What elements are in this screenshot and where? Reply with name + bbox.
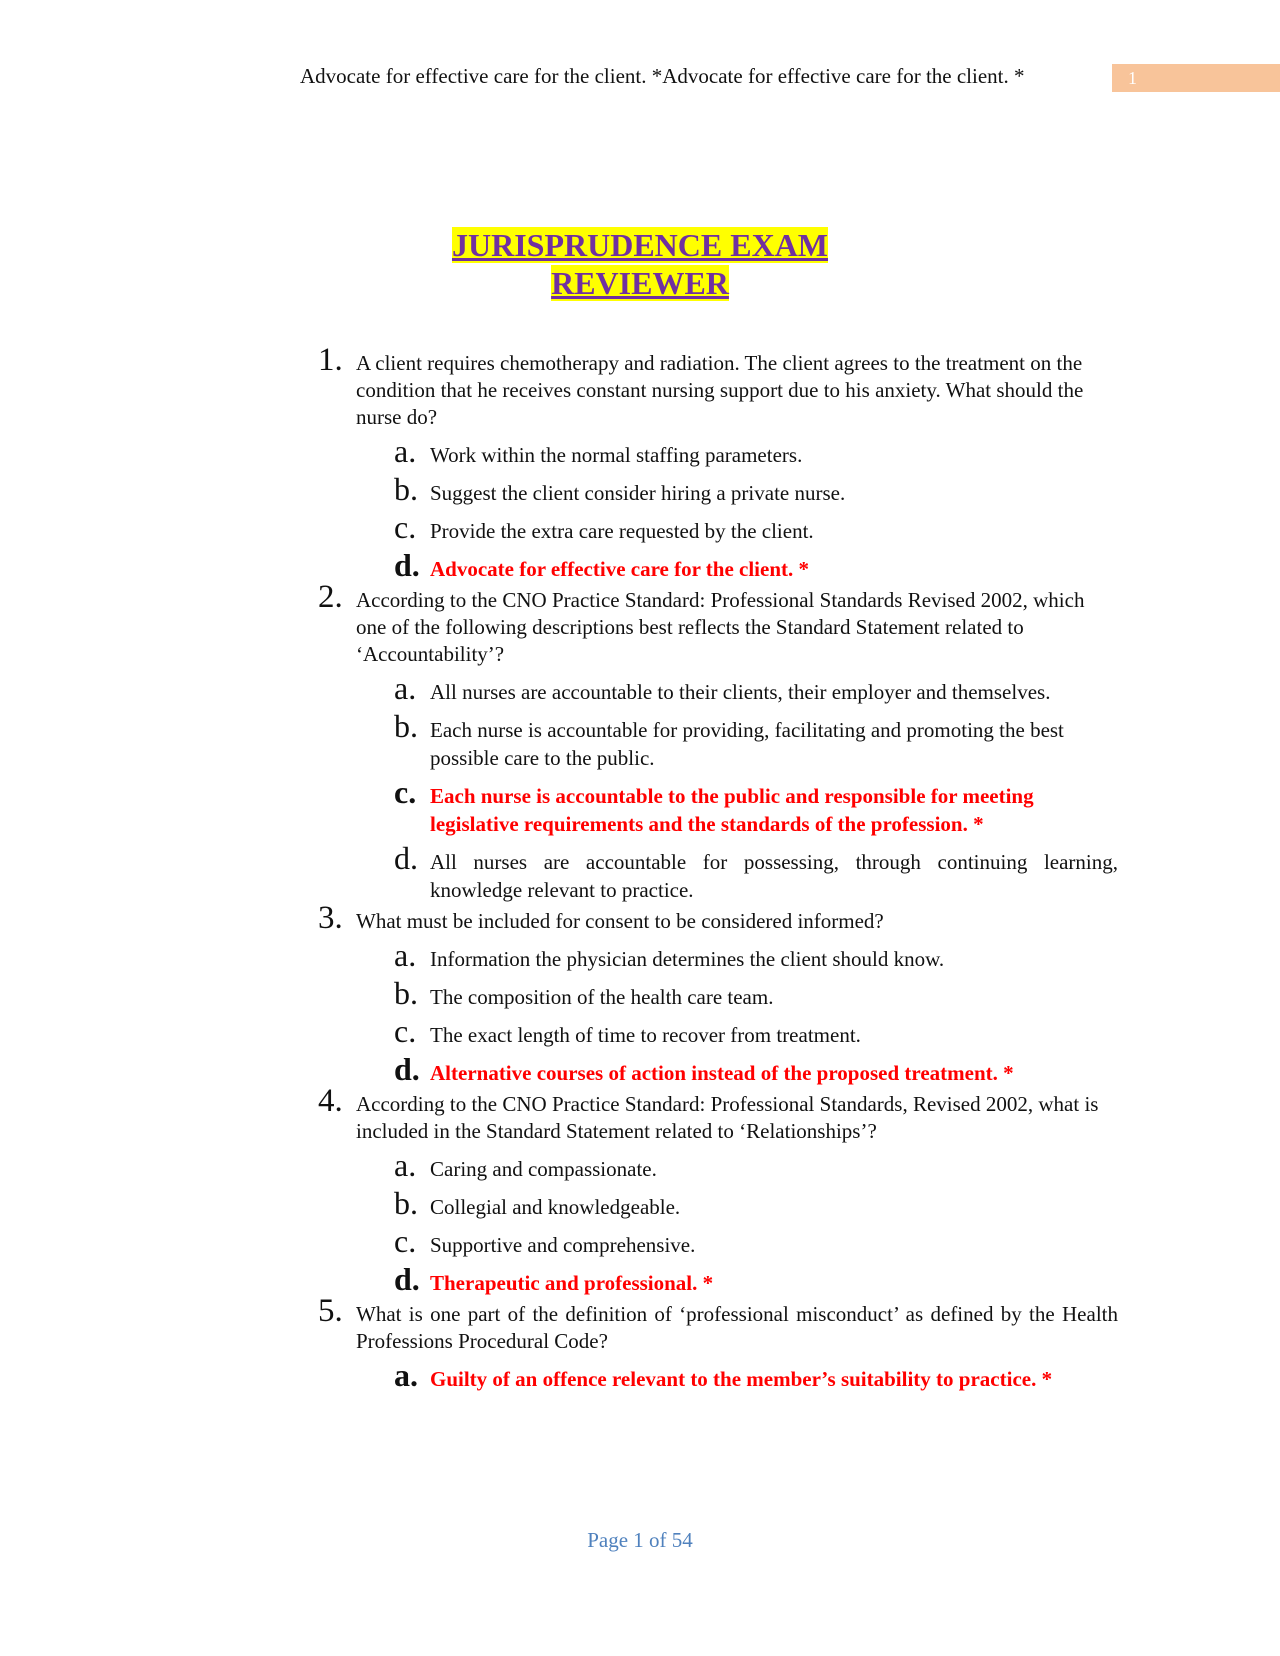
option-letter: c. [394,509,417,545]
option-letter: c. [394,1223,417,1259]
option-a [394,937,1118,973]
option-letter: d. [394,547,420,583]
question-list [318,342,1118,1397]
option-letter: d. [394,1051,420,1087]
option-c [394,1013,1118,1049]
question-number: 2. [318,579,343,615]
option-d-correct-answer [394,1261,1118,1297]
option-a-correct-answer [394,1357,1118,1393]
page-footer: Page 1 of 54 [587,1528,693,1552]
question-2 [318,579,1118,904]
option-text: Alternative courses of action instead of the proposed treatment. * [430,1061,1014,1085]
question-text: A client requires chemotherapy and radiation. The client agrees to the treatment on the condition that he receives constant nursing support due to his anxiety. What should the nurse do? [356,351,1084,429]
document-title [440,226,840,302]
option-a [394,433,1118,469]
option-d-correct-answer [394,547,1118,583]
running-header: Advocate for effective care for the client. *Advocate for effective care for the client. * [300,64,1025,88]
option-letter: d. [394,1261,420,1297]
question-1 [318,342,1118,583]
option-c-correct-answer [394,774,1118,838]
option-letter: c. [394,774,417,810]
question-number: 3. [318,900,343,936]
option-text: The exact length of time to recover from treatment. [430,1023,861,1047]
option-text: Suggest the client consider hiring a private nurse. [430,481,846,505]
question-text: What must be included for consent to be considered informed? [356,909,884,933]
option-text: Therapeutic and professional. * [430,1271,714,1295]
option-text: Collegial and knowledgeable. [430,1195,681,1219]
option-text: Work within the normal staffing parameters. [430,443,803,467]
option-text: Each nurse is accountable for providing, facilitating and promoting the best possible care to the public. [430,718,1064,770]
option-c [394,1223,1118,1259]
option-letter: b. [394,708,418,744]
question-5 [318,1293,1118,1393]
option-text: Each nurse is accountable to the public and responsible for meeting legislative requirements and the standards of the profession. * [430,784,1034,836]
title-line-2: REVIEWER [551,265,729,301]
option-text: Information the physician determines the client should know. [430,947,945,971]
option-a [394,670,1118,706]
question-number: 1. [318,342,343,378]
question-text: What is one part of the definition of ‘professional misconduct’ as defined by the Health Professions Procedural Code? [356,1302,1118,1353]
option-text: Caring and compassionate. [430,1157,657,1181]
option-text: All nurses are accountable to their clients, their employer and themselves. [430,680,1051,704]
option-letter: a. [394,937,417,973]
question-3 [318,900,1118,1087]
option-text: Provide the extra care requested by the client. [430,519,814,543]
option-letter: a. [394,670,417,706]
option-text: The composition of the health care team. [430,985,774,1009]
option-letter: b. [394,975,418,1011]
option-text: All nurses are accountable for possessing, through continuing learning, knowledge relevant to practice. [430,850,1118,902]
question-text: According to the CNO Practice Standard: Professional Standards, Revised 2002, what is included in the Standard Statement related to ‘Relationships’? [356,1092,1099,1143]
option-letter: a. [394,433,417,469]
title-line-1: JURISPRUDENCE EXAM [451,227,828,263]
question-text: According to the CNO Practice Standard: Professional Standards Revised 2002, which one of the following descriptions best reflects the Standard Statement related to ‘Accountability’? [356,588,1085,666]
option-text: Supportive and comprehensive. [430,1233,696,1257]
option-letter: b. [394,471,418,507]
header-page-badge: 1 [1112,64,1280,92]
option-letter: a. [394,1147,417,1183]
option-text: Guilty of an offence relevant to the member’s suitability to practice. * [430,1367,1053,1391]
option-b [394,1185,1118,1221]
option-b [394,471,1118,507]
option-a [394,1147,1118,1183]
option-c [394,509,1118,545]
option-d [394,840,1118,904]
option-text: Advocate for effective care for the client. * [430,557,810,581]
option-letter: d. [394,840,418,876]
option-letter: a. [394,1357,418,1393]
question-number: 5. [318,1293,343,1329]
option-letter: b. [394,1185,418,1221]
option-letter: c. [394,1013,417,1049]
question-number: 4. [318,1083,343,1119]
option-b [394,708,1118,772]
option-b [394,975,1118,1011]
option-d-correct-answer [394,1051,1118,1087]
question-4 [318,1083,1118,1297]
